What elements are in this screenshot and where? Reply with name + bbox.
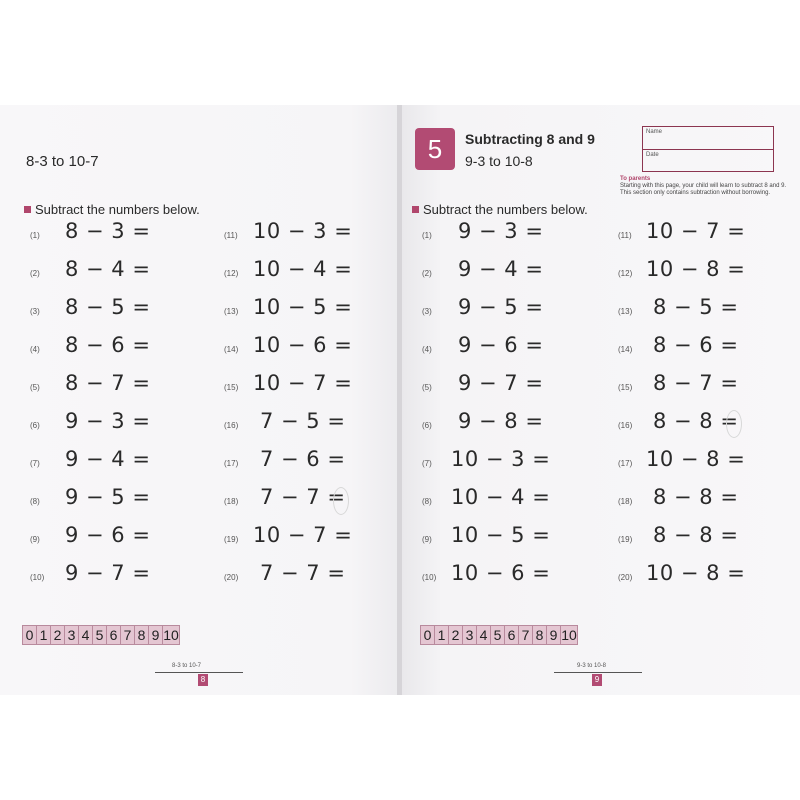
- parents-note: [620, 176, 790, 197]
- section-number-badge: 5: [415, 128, 455, 170]
- problem: (16) 7 − 5 =: [224, 409, 346, 433]
- right-page: [402, 105, 800, 695]
- problem: (7) 9 − 4 =: [30, 447, 151, 471]
- problem: (4) 8 − 6 =: [30, 333, 151, 357]
- problem: (5) 9 − 7 =: [422, 371, 544, 395]
- left-page-number: 8: [198, 674, 208, 686]
- problem: (9) 9 − 6 =: [30, 523, 151, 547]
- problem: (7) 10 − 3 =: [422, 447, 551, 471]
- left-number-line: 0 1 2 3 4 5 6 7 8 9 10: [22, 625, 179, 645]
- problem: (16) 8 − 8 =: [618, 409, 739, 433]
- problem: (11) 10 − 3 =: [224, 219, 353, 243]
- problem: (15) 8 − 7 =: [618, 371, 739, 395]
- problem: (5) 8 − 7 =: [30, 371, 151, 395]
- right-footer-rule: [554, 672, 642, 673]
- problem: (18) 8 − 8 =: [618, 485, 739, 509]
- problem: (1) 8 − 3 =: [30, 219, 151, 243]
- left-instruction: [24, 202, 200, 217]
- workbook-spread: [0, 105, 800, 695]
- problem: (14) 8 − 6 =: [618, 333, 739, 357]
- problem: (6) 9 − 8 =: [422, 409, 544, 433]
- problem: (2) 9 − 4 =: [422, 257, 544, 281]
- parents-heading: To parents: [620, 176, 651, 182]
- left-footer-rule: [155, 672, 243, 673]
- problem: (19) 10 − 7 =: [224, 523, 353, 547]
- date-field[interactable]: Date: [643, 149, 773, 172]
- answer-oval-mark: [726, 410, 742, 438]
- page-title: Subtracting 8 and 9: [465, 131, 595, 147]
- bullet-square-icon: [412, 206, 419, 213]
- problem: (13) 10 − 5 =: [224, 295, 353, 319]
- problem: (10) 9 − 7 =: [30, 561, 151, 585]
- problem: (6) 9 − 3 =: [30, 409, 151, 433]
- problem: (20) 7 − 7 =: [224, 561, 346, 585]
- parents-text: Starting with this page, your child will learn to subtract 8 and 9. This section only contains subtraction without borrowing.: [620, 183, 787, 196]
- name-date-box: [642, 126, 774, 172]
- left-instruction-text: Subtract the numbers below.: [35, 202, 200, 217]
- problem: (4) 9 − 6 =: [422, 333, 544, 357]
- right-footer-label: 9-3 to 10-8: [577, 663, 607, 669]
- problem: (20) 10 − 8 =: [618, 561, 746, 585]
- problem: (10) 10 − 6 =: [422, 561, 551, 585]
- right-instruction: [412, 202, 588, 217]
- left-page-subtitle: 8-3 to 10-7: [26, 153, 99, 170]
- problem: (3) 9 − 5 =: [422, 295, 544, 319]
- problem: (14) 10 − 6 =: [224, 333, 353, 357]
- bullet-square-icon: [24, 206, 31, 213]
- problem: (12) 10 − 4 =: [224, 257, 353, 281]
- name-field[interactable]: Name: [646, 129, 663, 135]
- problem: (12) 10 − 8 =: [618, 257, 746, 281]
- problem: (13) 8 − 5 =: [618, 295, 739, 319]
- problem: (9) 10 − 5 =: [422, 523, 551, 547]
- right-page-subtitle: 9-3 to 10-8: [465, 153, 533, 169]
- problem: (19) 8 − 8 =: [618, 523, 739, 547]
- problem: (18) 7 − 7 =: [224, 485, 346, 509]
- problem: (3) 8 − 5 =: [30, 295, 151, 319]
- problem: (1) 9 − 3 =: [422, 219, 544, 243]
- problem: (11) 10 − 7 =: [618, 219, 746, 243]
- right-number-line: 0 1 2 3 4 5 6 7 8 9 10: [420, 625, 577, 645]
- problem: (8) 10 − 4 =: [422, 485, 551, 509]
- problem: (17) 7 − 6 =: [224, 447, 346, 471]
- right-instruction-text: Subtract the numbers below.: [423, 202, 588, 217]
- answer-oval-mark: [333, 487, 349, 515]
- problem: (17) 10 − 8 =: [618, 447, 746, 471]
- right-page-number: 9: [592, 674, 602, 686]
- problem: (15) 10 − 7 =: [224, 371, 353, 395]
- problem: (8) 9 − 5 =: [30, 485, 151, 509]
- left-footer-label: 8-3 to 10-7: [172, 663, 202, 669]
- left-page: [0, 105, 398, 695]
- problem: (2) 8 − 4 =: [30, 257, 151, 281]
